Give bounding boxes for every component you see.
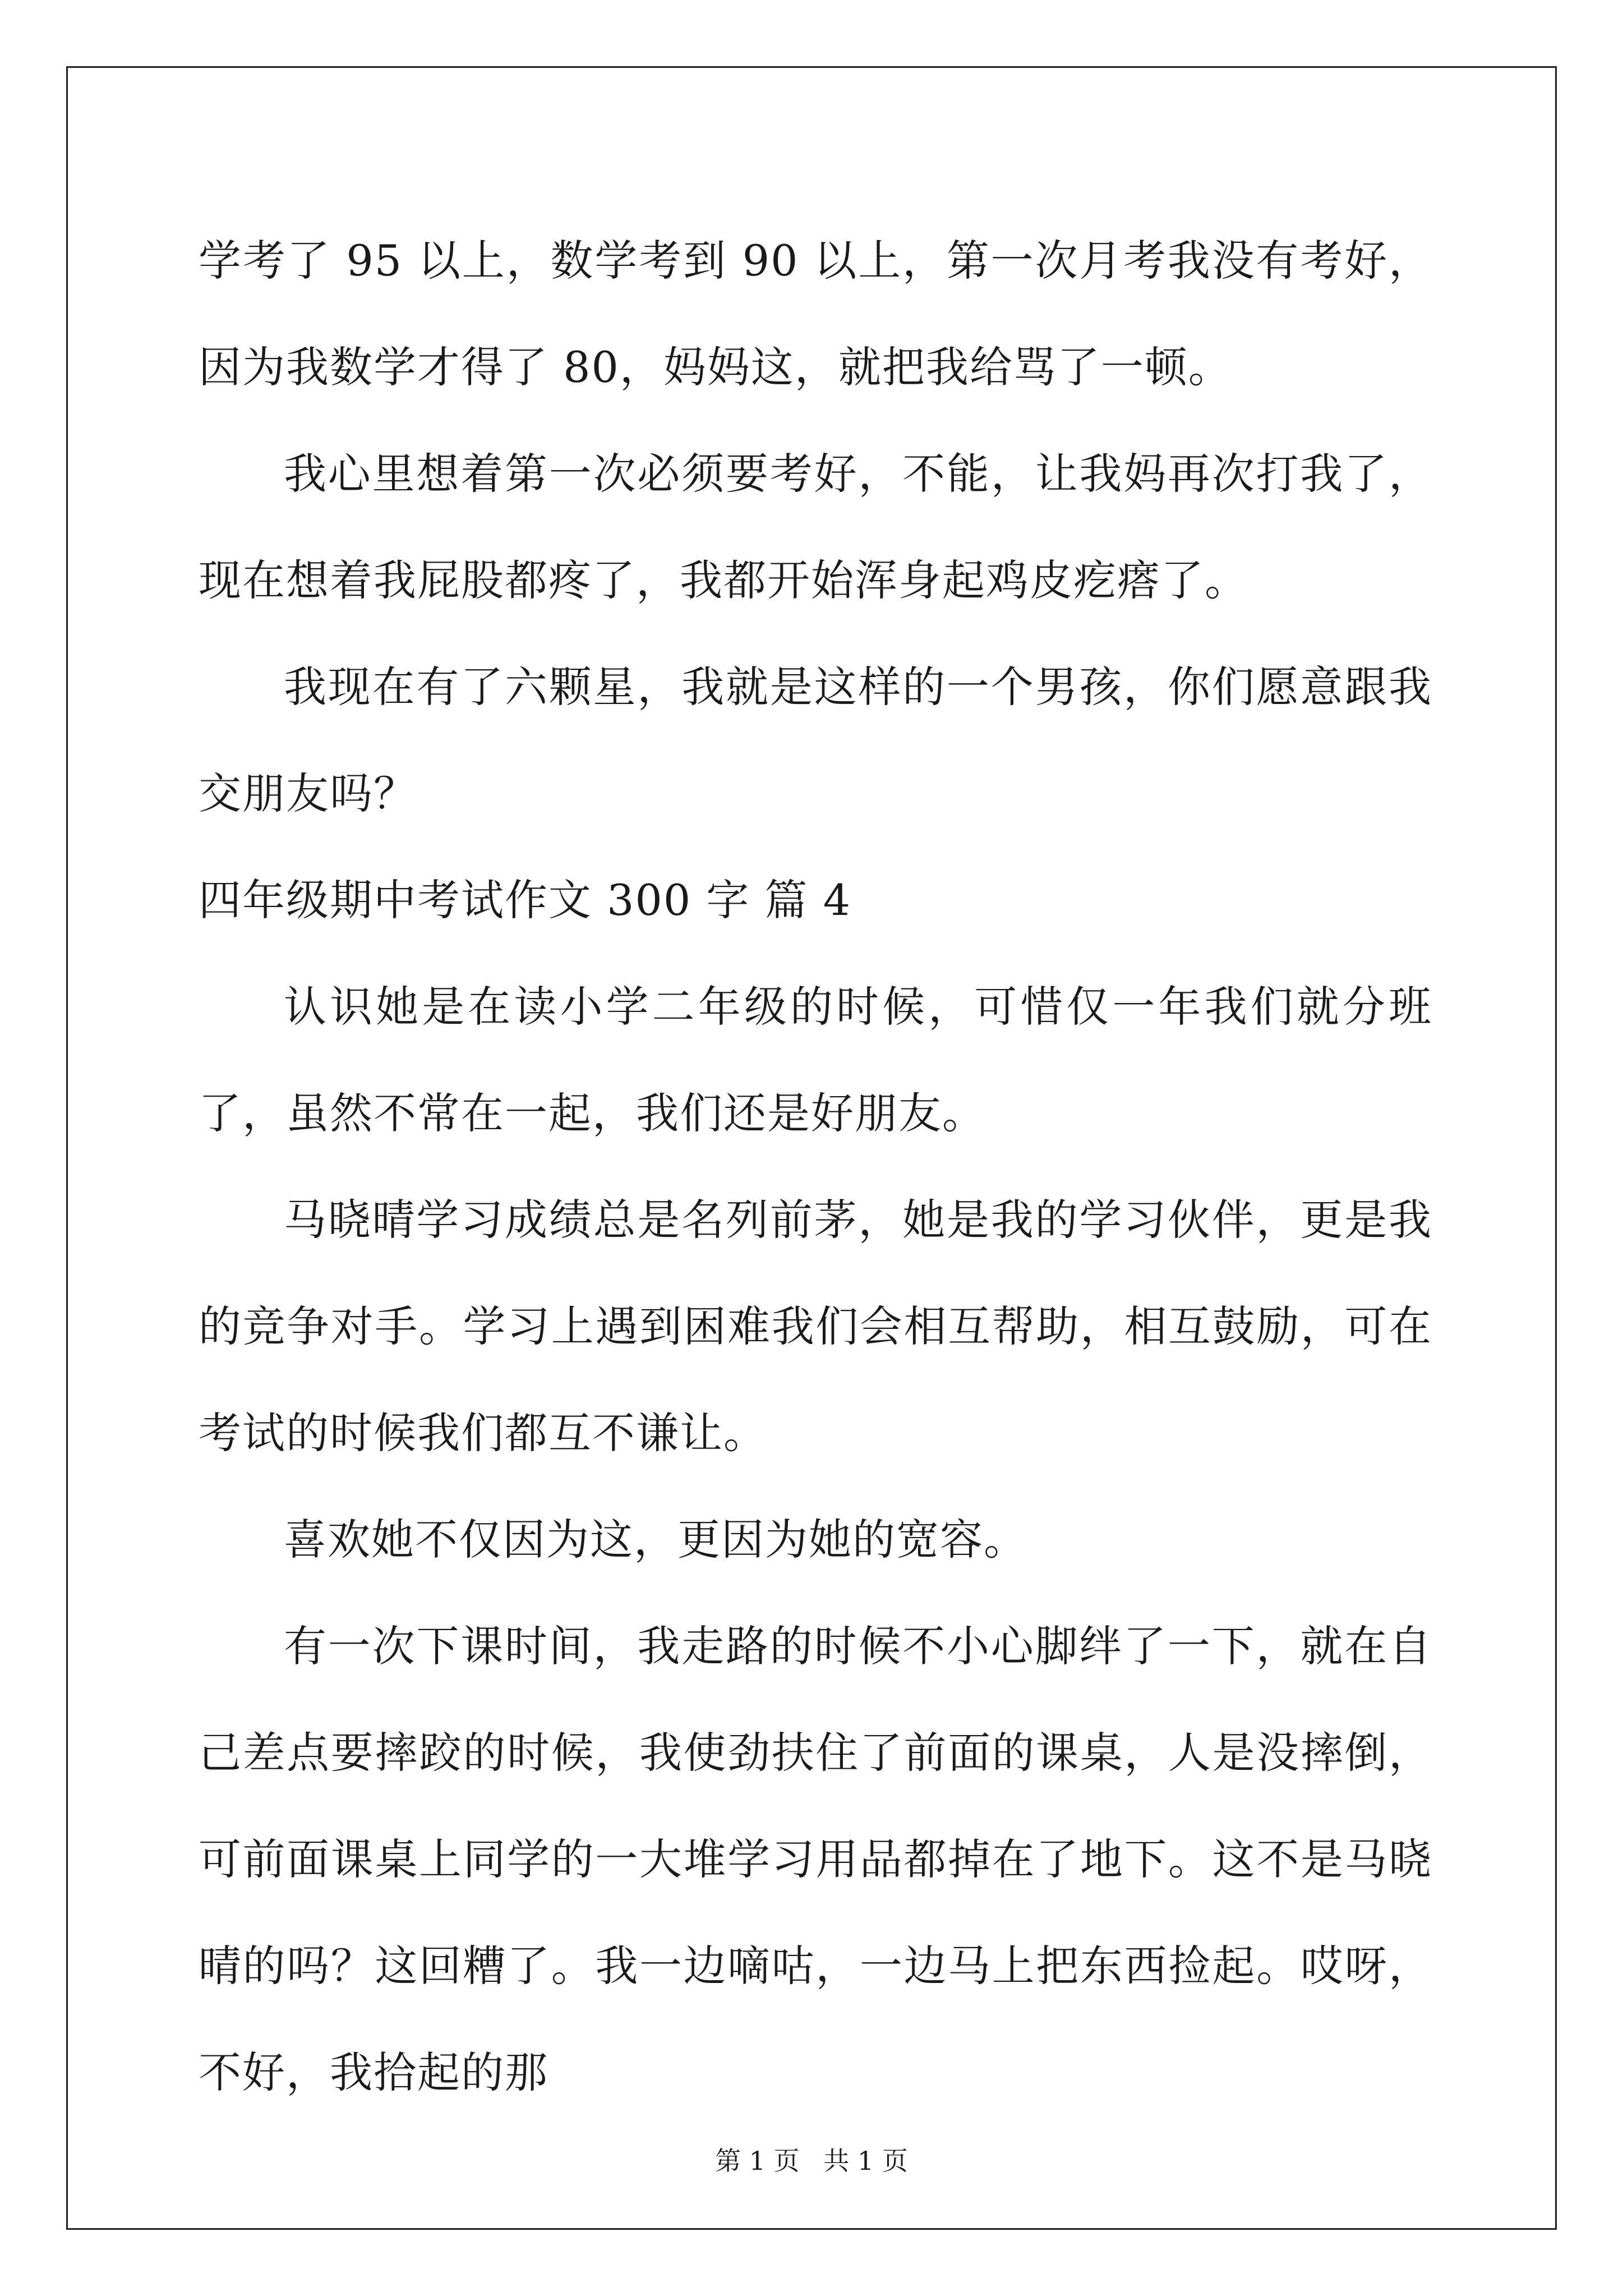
paragraph-4: 认识她是在读小学二年级的时候，可惜仅一年我们就分班了，虽然不常在一起，我们还是好朋友。 <box>199 982 1432 1138</box>
document-body <box>199 208 1432 2126</box>
paragraph-6: 喜欢她不仅因为这，更因为她的宽容。 <box>284 1515 1027 1565</box>
page-number: 第 1 页 <box>715 2146 800 2176</box>
paragraph-5: 马晓晴学习成绩总是名列前茅，她是我的学习伙伴，更是我的竞争对手。学习上遇到困难我们会相互帮助，相互鼓励，可在考试的时候我们都互不谦让。 <box>199 1195 1432 1458</box>
page-total: 共 1 页 <box>823 2146 908 2176</box>
paragraph-7: 有一次下课时间，我走路的时候不小心脚绊了一下，就在自己差点要摔跤的时候，我使劲扶住了前面的课桌，人是没摔倒，可前面课桌上同学的一大堆学习用品都掉在了地下。这不是马晓晴的吗？这回糟了。我一边嘀咕，一边马上把东西捡起。哎呀，不好，我拾起的那 <box>199 1621 1432 2097</box>
paragraph-3: 我现在有了六颗星，我就是这样的一个男孩，你们愿意跟我交朋友吗？ <box>199 662 1432 818</box>
paragraph-1: 学考了 95 以上，数学考到 90 以上，第一次月考我没有考好，因为我数学才得了 80，妈妈这，就把我给骂了一顿。 <box>199 236 1432 392</box>
paragraph-2: 我心里想着第一次必须要考好，不能，让我妈再次打我了，现在想着我屁股都疼了，我都开始浑身起鸡皮疙瘩了。 <box>199 449 1432 605</box>
section-heading: 四年级期中考试作文 300 字 篇 4 <box>199 875 852 925</box>
page-footer <box>0 2144 1623 2178</box>
